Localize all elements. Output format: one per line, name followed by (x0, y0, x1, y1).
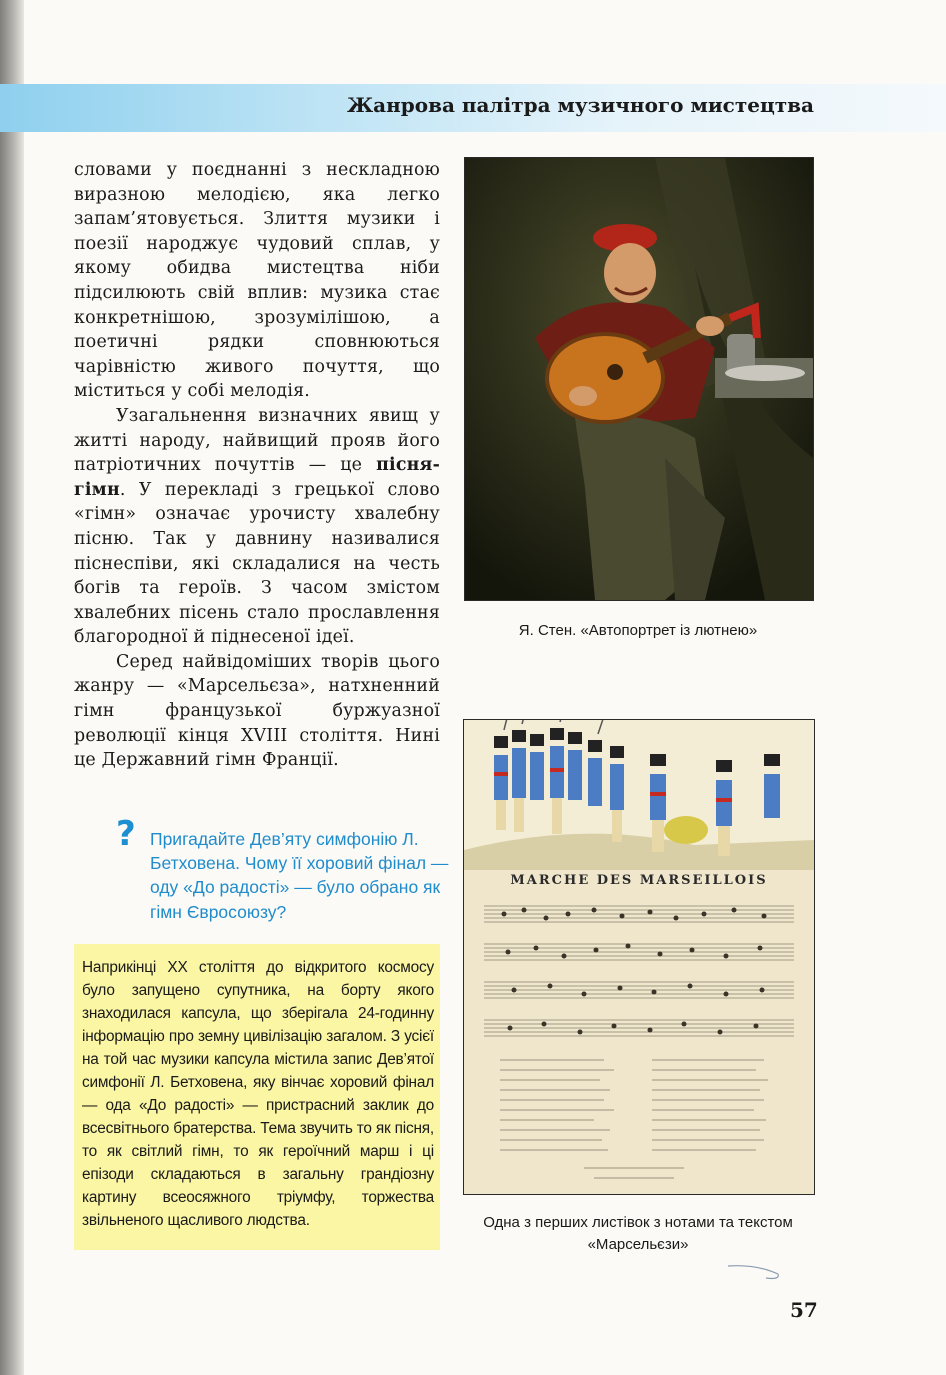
fact-box (74, 944, 440, 1250)
question-text: Пригадайте Дев’яту симфонію Л. Бетховена. Чому її хоровий фінал — оду «До радості» — було обрано як гімн Євросоюзу? (150, 829, 449, 922)
fact-box-text: Наприкінці XX століття до відкритого космосу було запущено супутника, на борту якого знаходилася капсула, що зберігала 24-годинну інформацію про земну цивілізацію загалом. З усієї на той час музики капсула містила запис Дев’ятої симфонії Л. Бетховена, яку вінчає хоровий фінал — ода «До радості» — пристрасний заклик до всесвітнього братерства. Тема звучить то як пісня, то як світлий гімн, то як героїчний марш і ці епізоди складаються в загальну грандіозну картину всеосяжного тріумфу, торжества звільненого щасливого людства. (82, 959, 434, 1229)
page-number: 57 (790, 1298, 818, 1322)
paragraph-2 (74, 404, 440, 650)
postcard-title: MARCHE DES MARSEILLOIS (510, 873, 768, 888)
marseillaise-postcard (463, 719, 815, 1195)
painting-illustration (465, 158, 813, 600)
page-header-title: Жанрова палітра музичного мистецтва (346, 93, 814, 117)
question-mark-icon: ? (116, 814, 136, 854)
main-text-column (74, 158, 440, 773)
paragraph-2-end: . У перекладі з грецької слово «гімн» означає урочисту хвалебну пісню. Так у давнину називалися піснеспіви, які складалися на честь богів та героїв. З часом змістом хвалебних пісень стало прославлення благородної й піднесеної ідеї. (74, 479, 440, 648)
painting-self-portrait-with-lute (464, 157, 814, 601)
postcard-illustration (464, 720, 814, 1194)
book-spine-shadow (0, 0, 24, 1375)
paragraph-2-start: Узагальнення визначних явищ у житті народу, найвищий прояв його патріотичних почуттів — це (74, 405, 440, 476)
term-song-hymn: пісня-гімн (74, 455, 440, 500)
postcard-caption: Одна з перших листівок з нотами та текстом «Марсельєзи» (483, 1214, 793, 1253)
paragraph-3: Серед найвідоміших творів цього жанру — «Марсельєза», натхненний гімн французької буржуазної революції кінця XVIII століття. Нині це Державний гімн Франції. (74, 651, 440, 771)
pencil-mark (726, 1260, 786, 1284)
paragraph-1: словами у поєднанні з нескладною виразною мелодією, яка легко запам’ятовується. Злиття музики і поезії народжує чудовий сплав, у якому обидва мистецтва ніби підсилюють свій вплив: музика стає конкретнішою, зрозумілішою, а поетичні рядки сповнюються чарівністю живого почуття, що міститься у собі мелодія. (74, 160, 440, 402)
painting-caption: Я. Стен. «Автопортрет із лютнею» (518, 622, 758, 639)
